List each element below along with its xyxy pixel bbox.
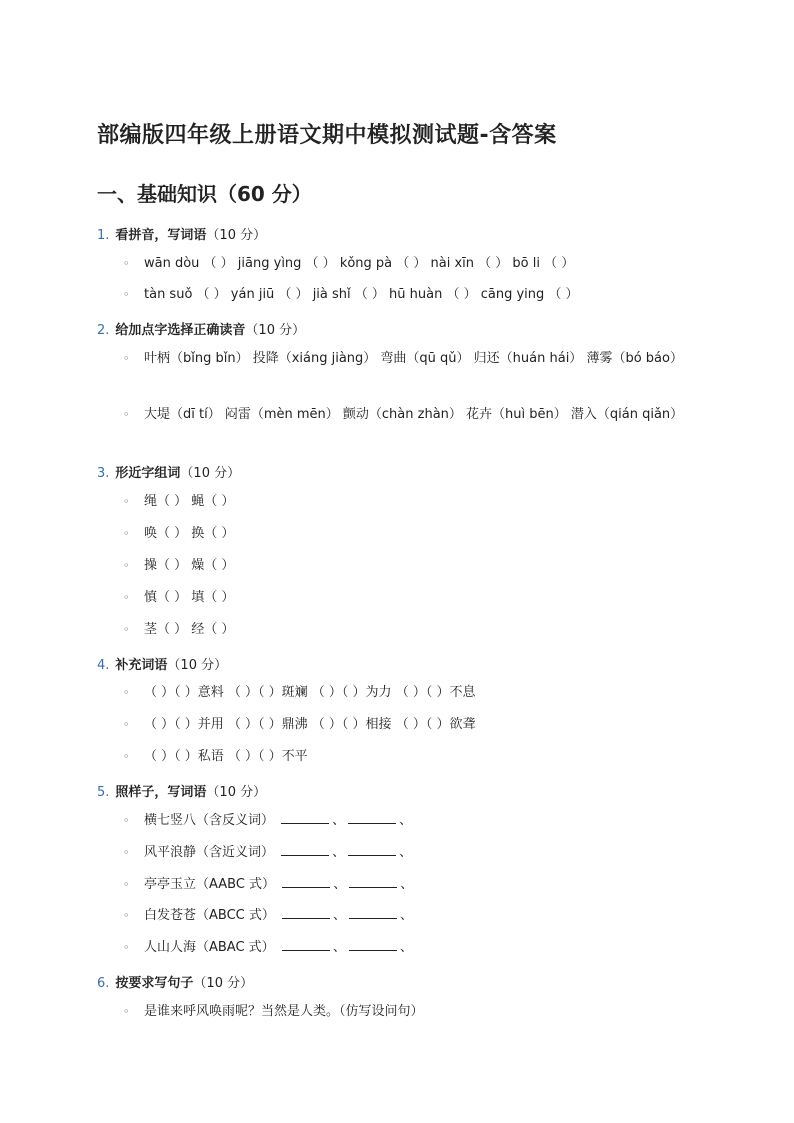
- item-prompt: 横七竖八（含反义词）: [144, 813, 275, 828]
- answer-blank[interactable]: [349, 875, 397, 888]
- list-item: [123, 618, 234, 642]
- answer-blank[interactable]: [281, 843, 329, 856]
- separator: 、: [332, 940, 346, 955]
- separator: 、: [332, 813, 346, 828]
- bullet-icon: ◦: [123, 408, 130, 421]
- bullet-icon: ◦: [123, 1005, 130, 1018]
- list-item: [123, 347, 683, 371]
- question-5-title: [97, 781, 266, 800]
- question-6-title: [97, 972, 253, 991]
- item-text: 大堤（dī tí） 闷雷（mèn mēn） 颤动（chàn zhàn） 花卉（huì bēn） 潜入（qián qiǎn）: [144, 407, 684, 422]
- item-text: 绳（ ） 蝇（ ）: [144, 494, 235, 509]
- item-text: tàn suǒ （ ） yán jiū （ ） jià shǐ （ ） hū huàn （ ） cāng ying （ ）: [144, 287, 579, 302]
- item-text: （ ）（ ）并用 （ ）（ ）鼎沸 （ ）（ ）相接 （ ）（ ）欲聋: [144, 717, 476, 732]
- list-item: [123, 681, 475, 705]
- question-score: （10 分）: [206, 785, 267, 800]
- separator: 、: [399, 813, 413, 828]
- list-item: [123, 1000, 424, 1024]
- separator: 、: [399, 940, 413, 955]
- item-text: 叶柄（bǐng bǐn） 投降（xiáng jiàng） 弯曲（qū qǔ） 归还（huán hái） 薄雾（bó báo）: [144, 351, 683, 366]
- bullet-icon: ◦: [123, 527, 130, 540]
- section-heading: 一、基础知识（60 分）: [97, 182, 312, 206]
- list-item: [123, 586, 234, 610]
- question-label: 看拼音，写词语: [115, 228, 207, 243]
- question-3-title: [97, 462, 240, 481]
- list-item: [123, 745, 308, 769]
- list-item: [123, 904, 413, 928]
- list-item: [123, 490, 234, 514]
- list-item: [123, 809, 412, 833]
- question-number: 6.: [97, 976, 110, 991]
- question-score: （10 分）: [206, 228, 267, 243]
- separator: 、: [333, 877, 347, 892]
- question-label: 补充词语: [115, 658, 168, 673]
- question-number: 5.: [97, 785, 110, 800]
- item-text: 是谁来呼风唤雨呢？当然是人类。（仿写设问句）: [144, 1004, 424, 1019]
- answer-blank[interactable]: [349, 938, 397, 951]
- item-prompt: 风平浪静（含近义词）: [144, 845, 275, 860]
- question-number: 1.: [97, 228, 110, 243]
- question-label: 给加点字选择正确读音: [115, 323, 246, 338]
- item-text: （ ）（ ）私语 （ ）（ ）不平: [144, 749, 308, 764]
- question-label: 照样子，写词语: [115, 785, 207, 800]
- bullet-icon: ◦: [123, 352, 130, 365]
- separator: 、: [399, 845, 413, 860]
- list-item: [123, 713, 475, 737]
- item-prompt: 人山人海（ABAC 式）: [144, 940, 275, 955]
- list-item: [123, 403, 683, 427]
- question-2-title: [97, 319, 305, 338]
- question-number: 2.: [97, 323, 110, 338]
- bullet-icon: ◦: [123, 257, 130, 270]
- bullet-icon: ◦: [123, 941, 130, 954]
- item-prompt: 白发苍苍（ABCC 式）: [144, 908, 275, 923]
- bullet-icon: ◦: [123, 623, 130, 636]
- list-item: [123, 283, 579, 307]
- question-1-title: [97, 224, 266, 243]
- item-text: wān dòu （ ） jiāng yìng （ ） kǒng pà （ ） nài xīn （ ） bō li （ ）: [144, 256, 575, 271]
- bullet-icon: ◦: [123, 814, 130, 827]
- bullet-icon: ◦: [123, 878, 130, 891]
- list-item: [123, 522, 234, 546]
- list-item: [123, 252, 574, 276]
- bullet-icon: ◦: [123, 718, 130, 731]
- bullet-icon: ◦: [123, 750, 130, 763]
- question-label: 按要求写句子: [115, 976, 194, 991]
- separator: 、: [400, 908, 414, 923]
- question-4-title: [97, 654, 227, 673]
- item-text: 唤（ ） 换（ ）: [144, 526, 235, 541]
- bullet-icon: ◦: [123, 686, 130, 699]
- document-title: 部编版四年级上册语文期中模拟测试题-含答案: [97, 123, 557, 148]
- bullet-icon: ◦: [123, 846, 130, 859]
- question-number: 3.: [97, 466, 110, 481]
- answer-blank[interactable]: [282, 875, 330, 888]
- item-prompt: 亭亭玉立（AABC 式）: [144, 877, 276, 892]
- question-score: （10 分）: [167, 658, 228, 673]
- answer-blank[interactable]: [281, 811, 329, 824]
- question-number: 4.: [97, 658, 110, 673]
- answer-blank[interactable]: [349, 906, 397, 919]
- list-item: [123, 936, 413, 960]
- list-item: [123, 873, 413, 897]
- answer-blank[interactable]: [348, 843, 396, 856]
- separator: 、: [333, 908, 347, 923]
- item-text: 茎（ ） 经（ ）: [144, 622, 235, 637]
- item-text: 慎（ ） 填（ ）: [144, 590, 235, 605]
- question-score: （10 分）: [180, 466, 241, 481]
- separator: 、: [400, 877, 414, 892]
- answer-blank[interactable]: [282, 906, 330, 919]
- bullet-icon: ◦: [123, 909, 130, 922]
- question-score: （10 分）: [193, 976, 254, 991]
- separator: 、: [332, 845, 346, 860]
- question-label: 形近字组词: [115, 466, 181, 481]
- answer-blank[interactable]: [348, 811, 396, 824]
- item-text: 操（ ） 燥（ ）: [144, 558, 235, 573]
- answer-blank[interactable]: [282, 938, 330, 951]
- bullet-icon: ◦: [123, 591, 130, 604]
- item-text: （ ）（ ）意料 （ ）（ ）斑斓 （ ）（ ）为力 （ ）（ ）不息: [144, 685, 476, 700]
- list-item: [123, 841, 412, 865]
- question-score: （10 分）: [245, 323, 306, 338]
- bullet-icon: ◦: [123, 559, 130, 572]
- bullet-icon: ◦: [123, 495, 130, 508]
- list-item: [123, 554, 234, 578]
- bullet-icon: ◦: [123, 288, 130, 301]
